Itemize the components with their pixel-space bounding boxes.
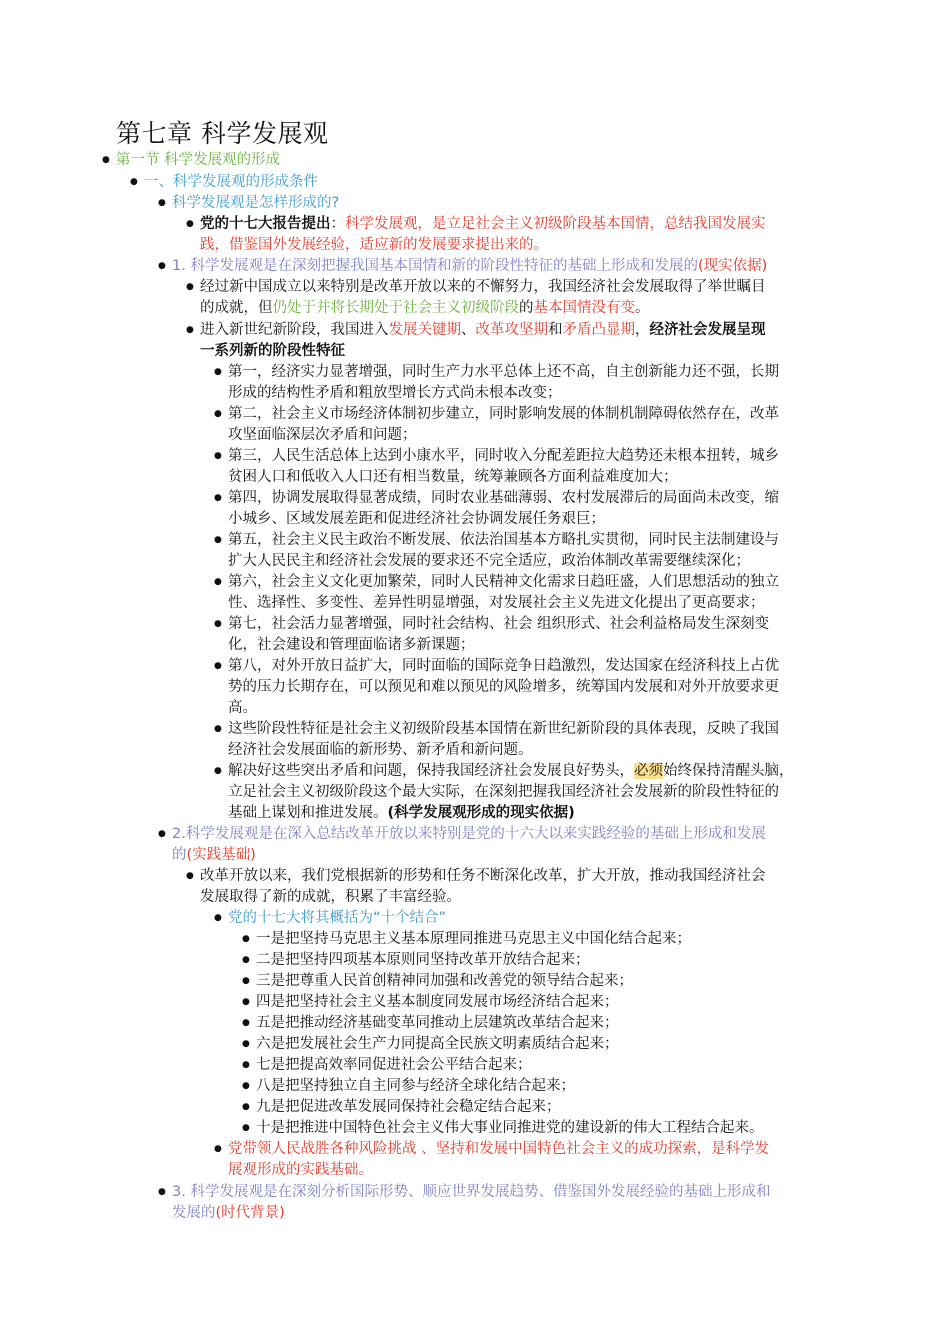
feature-line: 经济社会发展面临的新形势、新矛盾和新问题。: [228, 742, 533, 758]
feature-line: 第四，协调发展取得显著成绩，同时农业基础薄弱、农村发展滞后的局面尚未改变，缩: [228, 490, 779, 506]
point-1b-bullet: [200, 320, 766, 362]
feature-line: 第一，经济实力显著增强，同时生产力水平总体上还不高，自主创新能力还不强，长期: [228, 364, 779, 380]
feature-line: 第六，社会主义文化更加繁荣，同时人民精神文化需求日趋旺盛，人们思想活动的独立: [228, 574, 779, 590]
feature-item: [228, 719, 779, 761]
combination-item: [256, 1076, 575, 1097]
report-red-line-1: 科学发展观，是立足社会主义初级阶段基本国情，总结我国发展实: [345, 216, 766, 232]
feature-item: [228, 656, 779, 719]
report-bold-text: 党的十七大报告提出: [200, 216, 331, 232]
point-2a-line-1: 改革开放以来，我们党根据新的形势和任务不断深化改革，扩大开放，推动我国经济社会: [200, 868, 766, 884]
point-1a-bullet: [200, 277, 766, 319]
practice-basis-line-2: 展观形成的实践基础。: [228, 1162, 373, 1178]
point-1a-line-1: 经过新中国成立以来特别是改革开放以来的不懈努力，我国经济社会发展取得了举世瞩目: [200, 279, 766, 295]
ten-combinations-heading: [228, 908, 446, 929]
point-1a-line-2b: 的: [519, 300, 534, 316]
combination-item: [256, 1097, 561, 1118]
feature-line: 势的压力长期存在，可以预见和难以预见的风险增多，统筹国内发展和对外开放要求更: [228, 679, 779, 695]
point-1b-red-3: 矛盾凸显期: [562, 322, 635, 338]
feature-line: 第八，对外开放日益扩大，同时面临的国际竞争日趋激烈，发达国家在经济科技上占优: [228, 658, 779, 674]
feature-item: [228, 572, 779, 614]
resolve-line-3a: 基础上谋划和推进发展。: [228, 805, 388, 821]
point-3-heading: [172, 1182, 770, 1224]
point-1b-sep-2: 和: [548, 322, 563, 338]
feature-line: 小城乡、区域发展差距和促进经济社会协调发展任务艰巨；: [228, 511, 605, 527]
feature-item: [228, 614, 769, 656]
question-text: 科学发展观是怎样形成的?: [172, 195, 340, 211]
combination-item: [256, 1118, 764, 1139]
point-3-line-1: 3. 科学发展观是在深刻分析国际形势、顺应世界发展趋势、借鉴国外发展经验的基础上形成和: [172, 1184, 771, 1200]
point-2-heading: [172, 824, 766, 866]
feature-line: 性、选择性、多变性、差异性明显增强，对发展社会主义先进文化提出了更高要求；: [228, 595, 765, 611]
feature-line: 高。: [228, 700, 257, 716]
point-1-tag: (现实依据): [697, 258, 768, 274]
point-2-tag: (实践基础): [186, 847, 256, 863]
section-heading-text: 第一节 科学发展观的形成: [116, 152, 281, 168]
chapter-title: 第七章 科学发展观: [116, 119, 329, 148]
combination-item: [256, 950, 590, 971]
point-1a-end: 。: [635, 300, 650, 316]
resolve-highlight: 必须: [634, 763, 663, 779]
combination-text: 十是把推进中国特色社会主义伟大事业同推进党的建设新的伟大工程结合起来。: [256, 1120, 764, 1136]
feature-line: 化，社会建设和管理面临诸多新课题；: [228, 637, 475, 653]
point-1b-red-2: 改革攻坚期: [475, 322, 548, 338]
feature-line: 贫困人口和低收入人口还有相当数量，统筹兼顾各方面利益难度加大；: [228, 469, 678, 485]
report-bullet: [200, 214, 766, 256]
combination-text: 四是把坚持社会主义基本制度同发展市场经济结合起来；: [256, 994, 619, 1010]
point-2-line-1: 2.科学发展观是在深入总结改革开放以来特别是党的十六大以来实践经验的基础上形成和发展: [172, 826, 766, 842]
feature-item: [228, 362, 779, 404]
subsection-heading: [144, 172, 318, 193]
resolve-line-1b: 始终保持清醒头脑，: [663, 763, 794, 779]
point-1a-green: 仍处于并将长期处于社会主义初级阶段: [272, 300, 519, 316]
feature-line: 第二，社会主义市场经济体制初步建立，同时影响发展的体制机制障碍依然存在，改革: [228, 406, 779, 422]
combination-item: [256, 971, 633, 992]
resolve-bullet: [228, 761, 794, 824]
report-colon: ：: [330, 216, 345, 232]
point-1a-red: 基本国情没有变: [533, 300, 635, 316]
combination-text: 五是把推动经济基础变革同推动上层建筑改革结合起来；: [256, 1015, 619, 1031]
point-1b-bold-2: 一系列新的阶段性特征: [200, 343, 345, 359]
point-2a-line-2: 发展取得了新的成就，积累了丰富经验。: [200, 889, 461, 905]
resolve-line-1a: 解决好这些突出矛盾和问题，保持我国经济社会发展良好势头，: [228, 763, 634, 779]
question-line: [172, 193, 339, 214]
feature-line: 第七，社会活力显著增强，同时社会结构、社会 组织形式、社会利益格局发生深刻变: [228, 616, 770, 632]
point-1b-sep-3: ，: [635, 322, 650, 338]
feature-item: [228, 404, 779, 446]
point-3-line-2: 发展的: [172, 1205, 216, 1221]
point-1-heading: [172, 256, 767, 277]
practice-basis-bullet: [228, 1139, 769, 1181]
resolve-tag: (科学发展观形成的现实依据): [387, 805, 575, 821]
feature-item: [228, 488, 779, 530]
point-1b-bold-1: 经济社会发展呈现: [649, 322, 766, 338]
practice-basis-line-1: 党带领人民战胜各种风险挑战 、坚持和发展中国特色社会主义的成功探索，是科学发: [228, 1141, 770, 1157]
combination-item: [256, 1055, 532, 1076]
resolve-line-2: 立足社会主义初级阶段这个最大实际，在深刻把握我国经济社会发展新的阶段性特征的: [228, 784, 779, 800]
feature-item: [228, 530, 779, 572]
combination-text: 三是把尊重人民首创精神同加强和改善党的领导结合起来；: [256, 973, 633, 989]
combination-text: 六是把发展社会生产力同提高全民族文明素质结合起来；: [256, 1036, 619, 1052]
combination-text: 一是把坚持马克思主义基本原理同推进马克思主义中国化结合起来；: [256, 931, 691, 947]
subsection-heading-text: 一、科学发展观的形成条件: [144, 174, 318, 190]
combination-text: 二是把坚持四项基本原则同坚持改革开放结合起来；: [256, 952, 590, 968]
point-1a-line-2a: 的成就，但: [200, 300, 273, 316]
feature-line: 攻坚面临深层次矛盾和问题；: [228, 427, 417, 443]
combination-text: 八是把坚持独立自主同参与经济全球化结合起来；: [256, 1078, 575, 1094]
feature-line: 形成的结构性矛盾和粗放型增长方式尚未根本改变；: [228, 385, 562, 401]
feature-line: 第五，社会主义民主政治不断发展、依法治国基本方略扎实贯彻，同时民主法制建设与: [228, 532, 779, 548]
combination-item: [256, 1013, 619, 1034]
feature-item: [228, 446, 779, 488]
point-2a-bullet: [200, 866, 766, 908]
point-1-text: 1. 科学发展观是在深刻把握我国基本国情和新的阶段性特征的基础上形成和发展的: [172, 258, 698, 274]
point-1b-red-1: 发展关键期: [388, 322, 461, 338]
ten-combinations-text: 党的十七大将其概括为“十个结合”: [228, 910, 447, 926]
section-heading: [116, 150, 280, 171]
point-3-tag: (时代背景): [215, 1205, 285, 1221]
combination-text: 七是把提高效率同促进社会公平结合起来；: [256, 1057, 532, 1073]
report-red-line-2: 践，借鉴国外发展经验，适应新的发展要求提出来的。: [200, 237, 548, 253]
feature-line: 这些阶段性特征是社会主义初级阶段基本国情在新世纪新阶段的具体表现，反映了我国: [228, 721, 779, 737]
point-1b-sep-1: 、: [461, 322, 476, 338]
combination-item: [256, 1034, 619, 1055]
combination-item: [256, 929, 691, 950]
feature-line: 第三，人民生活总体上达到小康水平，同时收入分配差距拉大趋势还未根本扭转，城乡: [228, 448, 779, 464]
feature-line: 扩大人民民主和经济社会发展的要求还不完全适应，政治体制改革需要继续深化；: [228, 553, 750, 569]
point-2-line-2: 的: [172, 847, 187, 863]
point-1b-text: 进入新世纪新阶段，我国进入: [200, 322, 389, 338]
combination-item: [256, 992, 619, 1013]
combination-text: 九是把促进改革发展同保持社会稳定结合起来；: [256, 1099, 561, 1115]
